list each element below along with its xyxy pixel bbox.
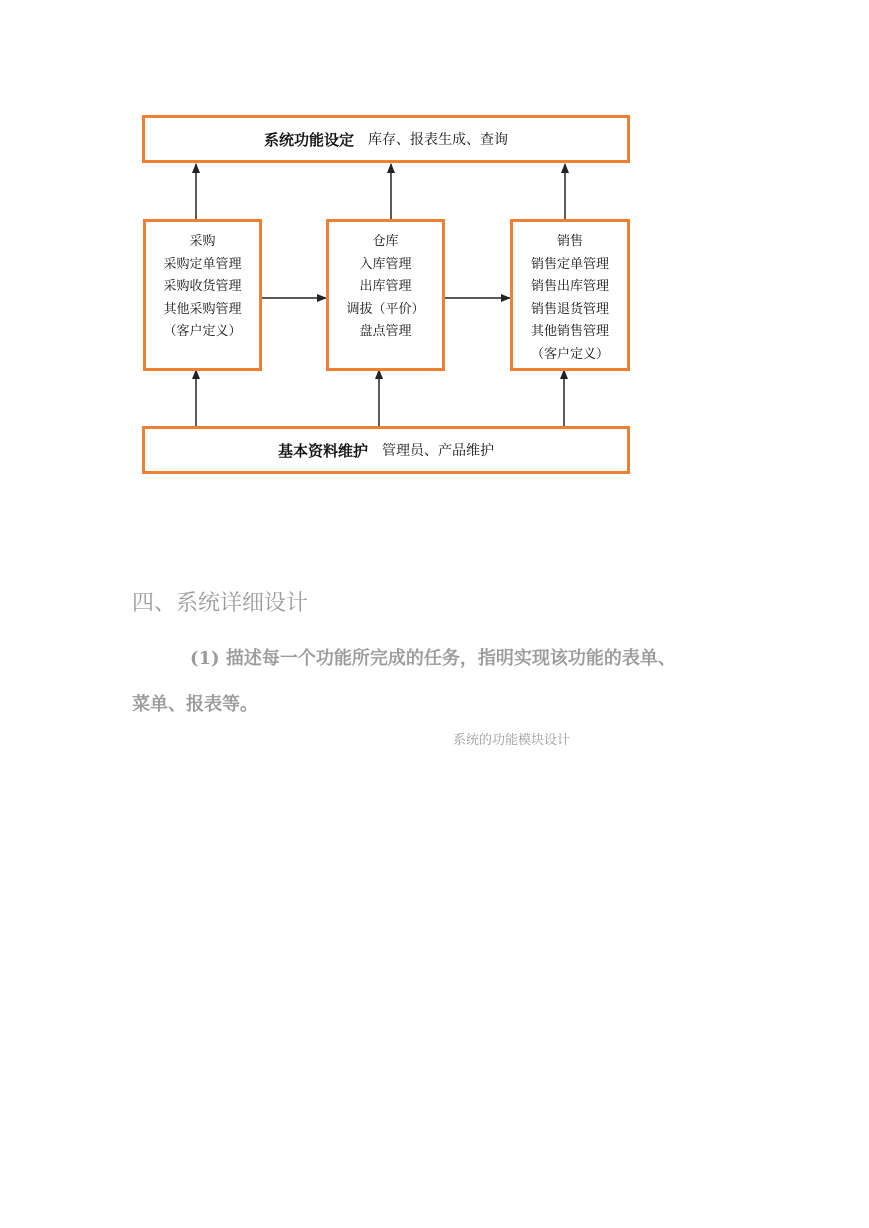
warehouse-item: 入库管理 (359, 256, 412, 272)
paragraph-line-2: 菜单、报表等。 (132, 694, 258, 715)
description-paragraph (132, 636, 772, 728)
section-heading: 四、系统详细设计 (132, 591, 309, 616)
warehouse-title: 仓库 (372, 234, 399, 249)
basic-data-box (142, 426, 630, 474)
warehouse-box (326, 219, 445, 371)
purchase-item: 采购定单管理 (163, 256, 242, 272)
purchase-title: 采购 (189, 234, 216, 249)
figure-caption: 系统的功能模块设计 (453, 733, 571, 748)
sales-item: （客户定义） (530, 346, 609, 362)
purchase-item: （客户定义） (163, 324, 242, 339)
system-function-box (142, 115, 630, 163)
purchase-item: 其他采购管理 (163, 301, 242, 317)
warehouse-item: 出库管理 (359, 279, 412, 294)
system-function-subtitle: 库存、报表生成、查询 (368, 132, 508, 148)
basic-data-title: 基本资料维护 (277, 441, 368, 460)
sales-item: 其他销售管理 (530, 324, 609, 339)
sales-item: 销售出库管理 (530, 279, 609, 294)
sales-item: 销售定单管理 (530, 256, 609, 272)
purchase-box (143, 219, 262, 371)
sales-box (510, 219, 630, 371)
basic-data-subtitle: 管理员、产品维护 (382, 443, 494, 459)
sales-title: 销售 (556, 234, 583, 249)
function-module-diagram (0, 0, 869, 520)
warehouse-item: 调拔（平价） (346, 301, 425, 317)
purchase-item: 采购收货管理 (163, 279, 242, 294)
warehouse-item: 盘点管理 (359, 324, 412, 339)
system-function-title: 系统功能设定 (263, 130, 354, 149)
sales-item: 销售退货管理 (530, 301, 609, 317)
paragraph-line-1: (1) 描述每一个功能所完成的任务，指明实现该功能的表单、 (190, 648, 676, 669)
